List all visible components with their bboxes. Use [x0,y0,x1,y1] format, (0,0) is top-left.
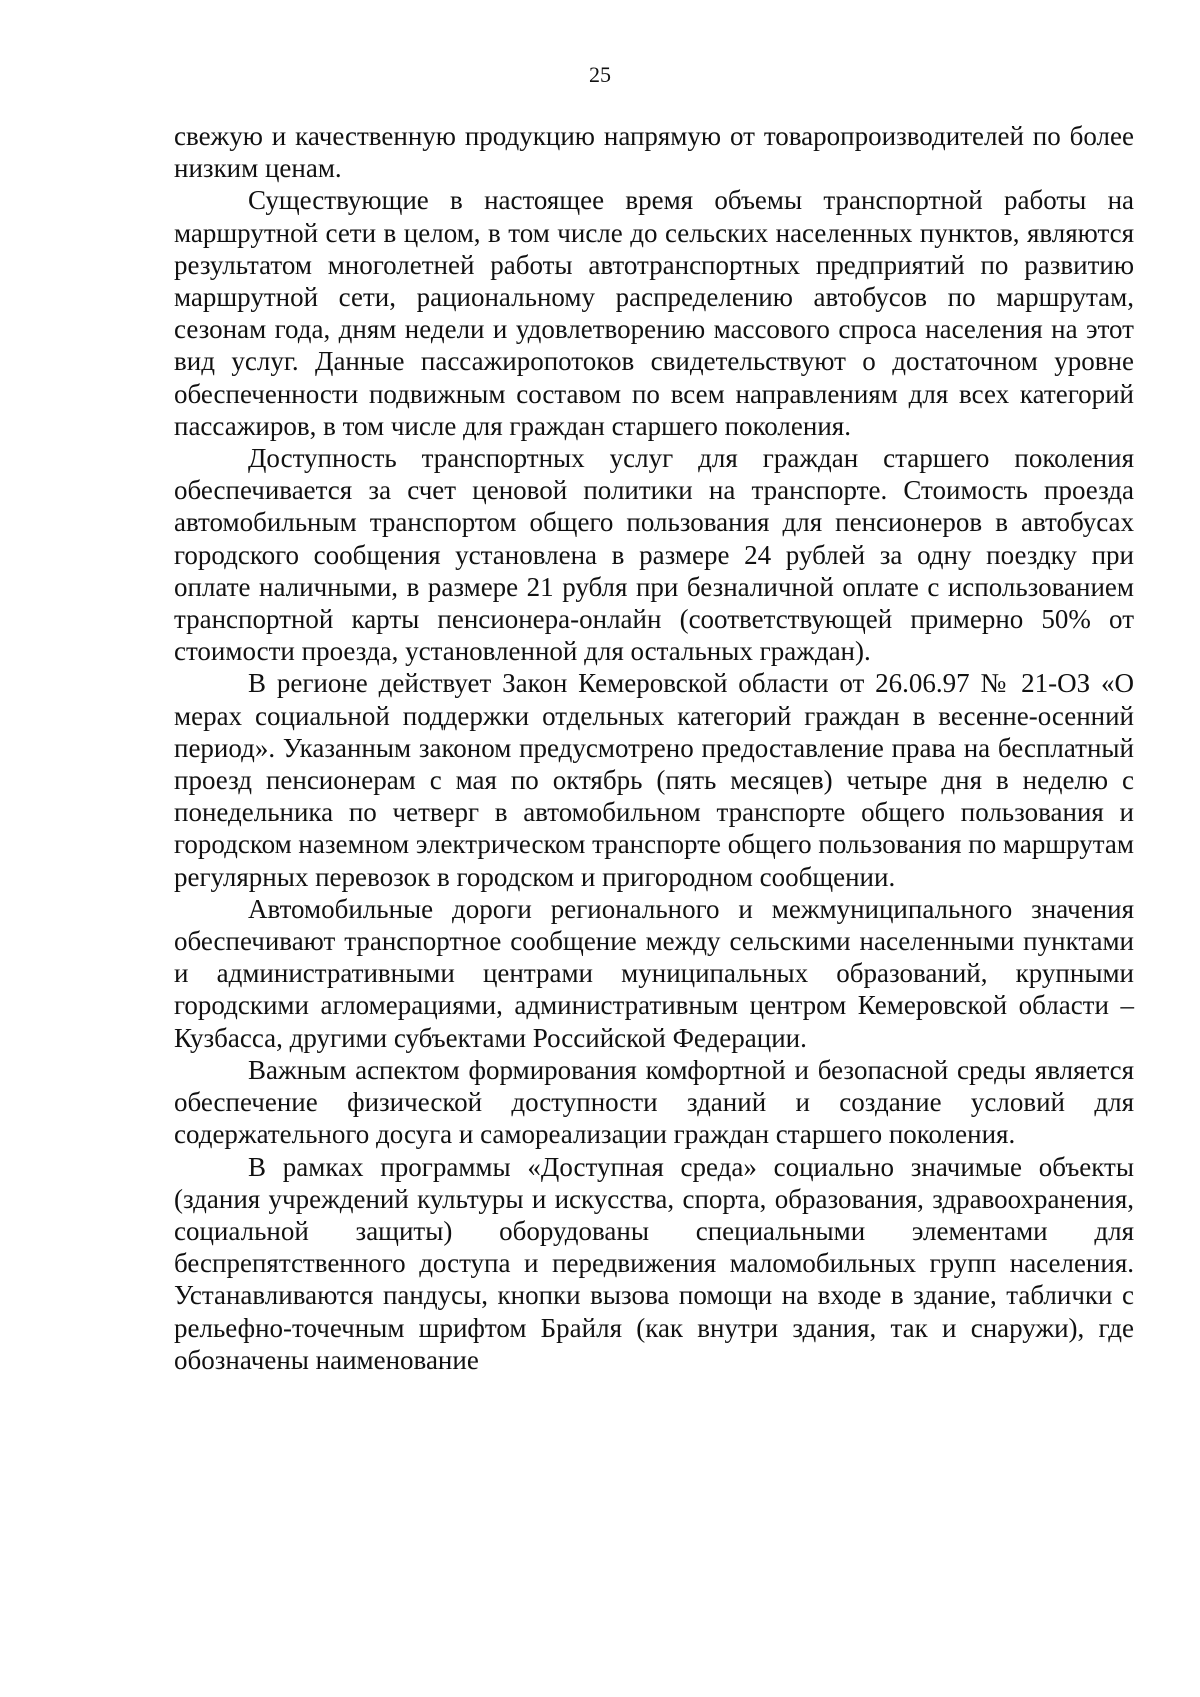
paragraph-transport-pricing: Доступность транспортных услуг для граждан старшего поколения обеспечивается за счет ценовой политики на транспорте. Стоимость проезда автомобильным транспортом общего пользования для пенсионеров в автобусах городского сообщения установлена в размере 24 рублей за одну поездку при оплате наличными, в размере 21 рубля при безналичной оплате с использованием транспортной карты пенсионера-онлайн (соответствующей примерно 50% от стоимости проезда, установленной для остальных граждан). [174,443,1134,667]
paragraph-roads: Автомобильные дороги регионального и межмуниципального значения обеспечивают транспортное сообщение между сельскими населенными пунктами и административными центрами муниципальных образований, крупными городскими агломерациями, административным центром Кемеровской области – Кузбасса, другими субъектами Российской Федерации. [174,893,1134,1053]
paragraph-transport-volume: Существующие в настоящее время объемы транспортной работы на маршрутной сети в целом, в том числе до сельских населенных пунктов, являются результатом многолетней работы автотранспортных предприятий по развитию маршрутной сети, рациональному распределению автобусов по маршрутам, сезонам года, дням недели и удовлетворению массового спроса населения на этот вид услуг. Данные пассажиропотоков свидетельствуют о достаточном уровне обеспеченности подвижным составом по всем направлениям для всех категорий пассажиров, в том числе для граждан старшего поколения. [174,185,1134,441]
paragraph-regional-law: В регионе действует Закон Кемеровской области от 26.06.97 № 21-ОЗ «О мерах социальной поддержки отдельных категорий граждан в весенне-осенний период». Указанным законом предусмотрено предоставление права на бесплатный проезд пенсионерам с мая по октябрь (пять месяцев) четыре дня в неделю с понедельника по четверг в автомобильном транспорте общего пользования и городском наземном электрическом транспорте общего пользования по маршрутам регулярных перевозок в городском и пригородном сообщении. [174,668,1134,892]
page-number: 25 [589,62,611,87]
paragraph-accessible-environment: В рамках программы «Доступная среда» социально значимые объекты (здания учреждений культуры и искусства, спорта, образования, здравоохранения, социальной защиты) оборудованы специальными элементами для беспрепятственного доступа и передвижения маломобильных групп населения. Устанавливаются пандусы, кнопки вызова помощи на входе в здание, таблички с рельефно-точечным шрифтом Брайля (как внутри здания, так и снаружи), где обозначены наименование [174,1151,1134,1375]
document-body [174,120,1134,1376]
paragraph-continuation: свежую и качественную продукцию напрямую от товаропроизводителей по более низким ценам. [174,121,1134,184]
paragraph-accessibility: Важным аспектом формирования комфортной и безопасной среды является обеспечение физической доступности зданий и создание условий для содержательного досуга и самореализации граждан старшего поколения. [174,1054,1134,1150]
